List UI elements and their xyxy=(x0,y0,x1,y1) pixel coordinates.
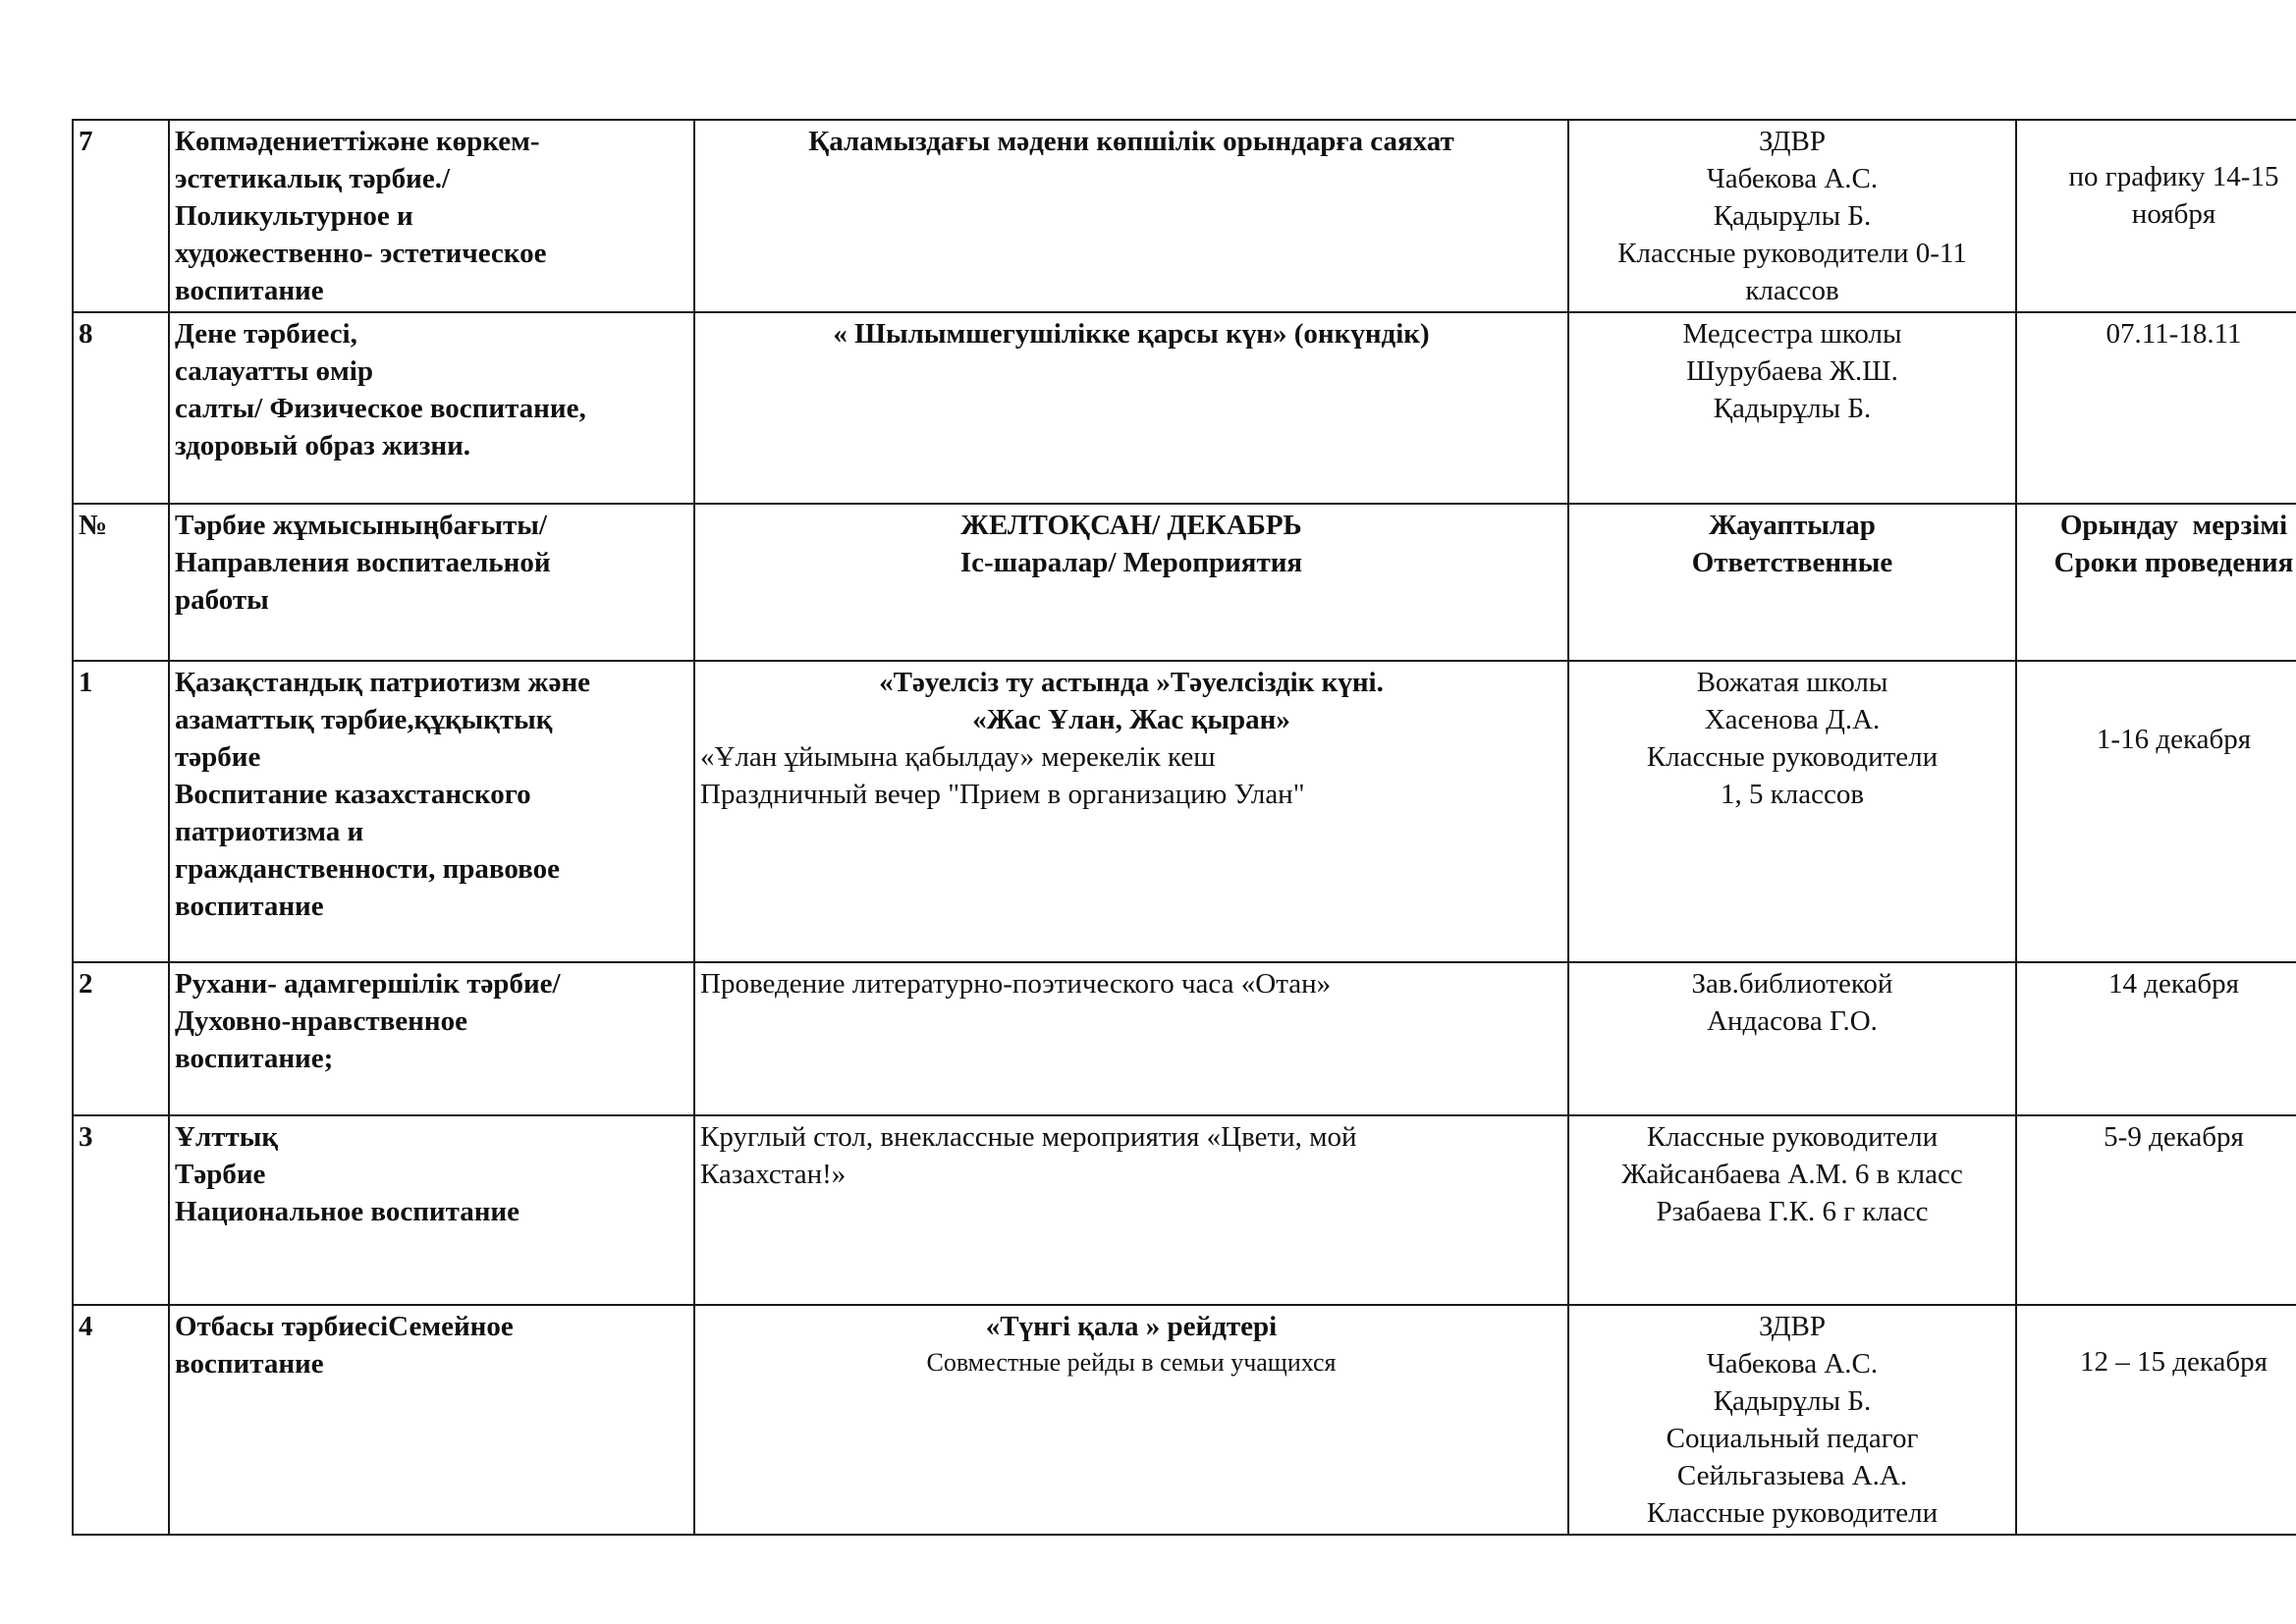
table-row xyxy=(73,962,2296,1115)
responsible-cell: Вожатая школы Хасенова Д.А. Классные руководители 1, 5 классов xyxy=(1568,661,2016,962)
responsible-header: Жауаптылар Ответственные xyxy=(1568,504,2016,661)
table-header-row xyxy=(73,504,2296,661)
table-row xyxy=(73,1305,2296,1535)
event-cell: «Түнгі қала » рейдтері Совместные рейды в семьи учащихся xyxy=(694,1305,1568,1535)
direction-cell: Көпмәдениеттіжәне көркем- эстетикалық тәрбие./ Поликультурное и художественно- эстетическое воспитание xyxy=(169,120,694,312)
row-number: 2 xyxy=(73,962,169,1115)
direction-cell: Қазақстандық патриотизм және азаматтық тәрбие,құқықтық тәрбие Воспитание казахстанского патриотизма и гражданственности, правовое воспитание xyxy=(169,661,694,962)
dates-cell: 12 – 15 декабря xyxy=(2016,1305,2296,1535)
direction-cell: Отбасы тәрбиесіСемейное воспитание xyxy=(169,1305,694,1535)
responsible-cell: Медсестра школы Шурубаева Ж.Ш. Қадырұлы Б. xyxy=(1568,312,2016,504)
event-cell: Круглый стол, внеклассные мероприятия «Цвети, мой Казахстан!» xyxy=(694,1115,1568,1305)
responsible-cell: ЗДВР Чабекова А.С. Қадырұлы Б. Социальный педагог Сейльгазыева А.А. Классные руководители xyxy=(1568,1305,2016,1535)
table-row xyxy=(73,312,2296,504)
table-row xyxy=(73,1115,2296,1305)
month-title: ЖЕЛТОҚСАН/ ДЕКАБРЬ xyxy=(960,510,1302,541)
plan-table xyxy=(72,119,2296,1536)
dates-cell: 07.11-18.11 xyxy=(2016,312,2296,504)
event-cell: «Тәуелсіз ту астында »Тәуелсіздік күні. «Жас Ұлан, Жас қыран» «Ұлан ұйымына қабылдау» мерекелік кеш Праздничный вечер "Прием в организацию Улан" xyxy=(694,661,1568,962)
responsible-cell: Классные руководители Жайсанбаева А.М. 6 в класс Рзабаева Г.К. 6 г класс xyxy=(1568,1115,2016,1305)
row-number: 7 xyxy=(73,120,169,312)
event-cell: Қаламыздағы мәдени көпшілік орындарға саяхат xyxy=(694,120,1568,312)
dates-cell: 14 декабря xyxy=(2016,962,2296,1115)
table-row xyxy=(73,661,2296,962)
direction-cell: Дене тәрбиесі, салауатты өмір салты/ Физическое воспитание, здоровый образ жизни. xyxy=(169,312,694,504)
direction-cell: Ұлттық Тәрбие Национальное воспитание xyxy=(169,1115,694,1305)
row-number: 1 xyxy=(73,661,169,962)
responsible-cell: ЗДВР Чабекова А.С. Қадырұлы Б. Классные руководители 0-11 классов xyxy=(1568,120,2016,312)
row-number: 8 xyxy=(73,312,169,504)
dates-cell: 5-9 декабря xyxy=(2016,1115,2296,1305)
dates-cell: 1-16 декабря xyxy=(2016,661,2296,962)
table-row xyxy=(73,120,2296,312)
event-cell: « Шылымшегушілікке қарсы күн» (онкүндік) xyxy=(694,312,1568,504)
row-number: 4 xyxy=(73,1305,169,1535)
dates-cell: по графику 14-15 ноября xyxy=(2016,120,2296,312)
event-cell: Проведение литературно-поэтического часа «Отан» xyxy=(694,962,1568,1115)
responsible-cell: Зав.библиотекой Андасова Г.О. xyxy=(1568,962,2016,1115)
row-number-header: № xyxy=(73,504,169,661)
direction-cell: Рухани- адамгершілік тәрбие/ Духовно-нравственное воспитание; xyxy=(169,962,694,1115)
row-number: 3 xyxy=(73,1115,169,1305)
event-header: ЖЕЛТОҚСАН/ ДЕКАБРЬ Іс-шаралар/ Мероприятия xyxy=(694,504,1568,661)
dates-header: Орындау мерзімі Сроки проведения xyxy=(2016,504,2296,661)
direction-header: Тәрбие жұмысыныңбағыты/ Направления воспитаельной работы xyxy=(169,504,694,661)
